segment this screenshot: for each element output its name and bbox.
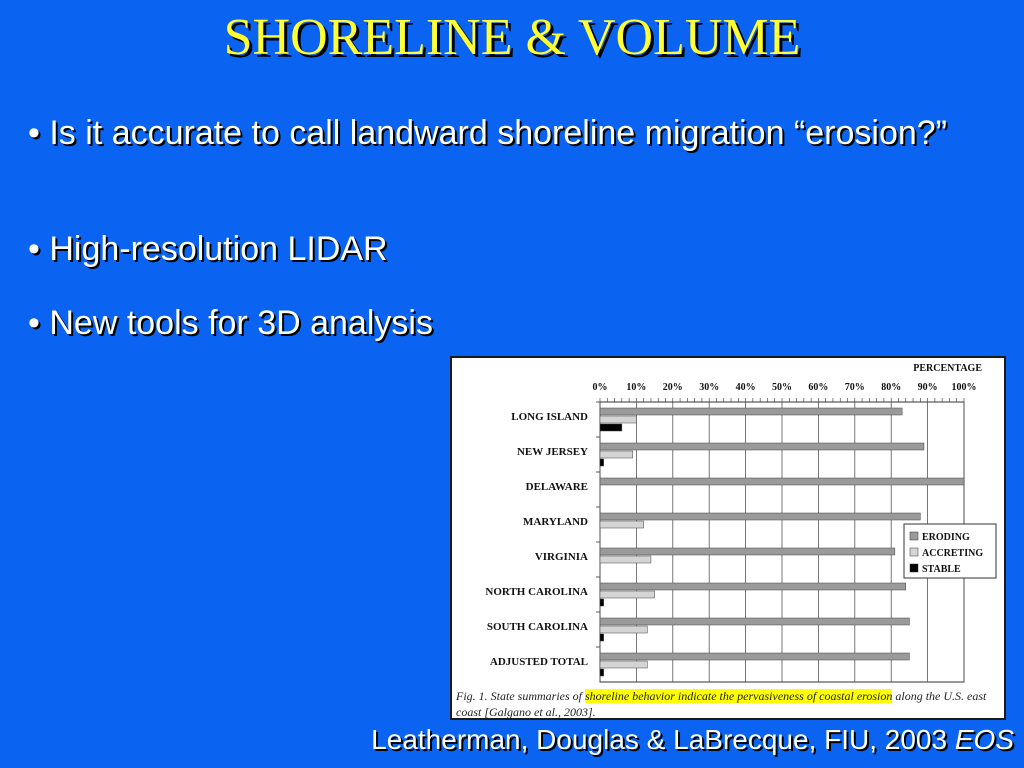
category-label: SOUTH CAROLINA	[486, 621, 588, 633]
legend-label: ACCRETING	[922, 548, 984, 559]
bar-accreting	[600, 521, 644, 528]
bar-accreting	[600, 626, 647, 633]
bar-stable	[600, 599, 604, 606]
bar-eroding	[600, 443, 924, 450]
tick-label: 30%	[699, 382, 720, 393]
shoreline-bar-chart	[452, 358, 1004, 686]
caption-prefix: Fig. 1. State summaries of	[456, 689, 585, 703]
bullet-lidar: • High-resolution LIDAR	[28, 230, 388, 268]
slide-title: SHORELINE & VOLUME	[223, 9, 801, 66]
bar-accreting	[600, 661, 647, 668]
tick-label: 10%	[626, 382, 647, 393]
bar-eroding	[600, 548, 895, 555]
category-label: VIRGINIA	[534, 551, 588, 563]
legend-swatch	[910, 548, 918, 556]
bar-eroding	[600, 478, 964, 485]
tick-label: 20%	[662, 382, 683, 393]
bar-stable	[600, 669, 604, 676]
category-label: ADJUSTED TOTAL	[489, 656, 588, 668]
bar-accreting	[600, 556, 651, 563]
bar-eroding	[600, 408, 902, 415]
category-label: LONG ISLAND	[511, 411, 588, 423]
category-label: NORTH CAROLINA	[485, 586, 588, 598]
tick-label: 100%	[951, 382, 977, 393]
bar-eroding	[600, 653, 909, 660]
tick-label: 60%	[808, 382, 829, 393]
category-label: MARYLAND	[523, 516, 588, 528]
tick-label: 80%	[881, 382, 902, 393]
bar-stable	[600, 634, 604, 641]
bar-eroding	[600, 513, 920, 520]
citation-authors: Leatherman, Douglas & LaBrecque, FIU, 2003	[371, 724, 955, 755]
caption-suffix: along the U.S. east coast [Galgano et al., 2003].	[456, 689, 987, 719]
legend-swatch	[910, 564, 918, 572]
bullet-3d-tools: • New tools for 3D analysis	[28, 304, 433, 342]
bar-accreting	[600, 591, 655, 598]
legend-label: ERODING	[922, 532, 970, 543]
bar-eroding	[600, 618, 909, 625]
bar-accreting	[600, 451, 633, 458]
tick-label: 0%	[592, 382, 608, 393]
caption-highlight: shoreline behavior indicate the pervasiveness of coastal erosion	[585, 689, 893, 703]
bar-stable	[600, 459, 604, 466]
axis-title: PERCENTAGE	[913, 363, 982, 374]
category-label: DELAWARE	[525, 481, 588, 493]
figure-panel	[450, 356, 1006, 720]
tick-label: 70%	[844, 382, 865, 393]
figure-caption	[456, 688, 1004, 720]
bar-eroding	[600, 583, 906, 590]
tick-label: 40%	[735, 382, 756, 393]
legend-swatch	[910, 532, 918, 540]
tick-label: 50%	[772, 382, 792, 393]
legend-label: STABLE	[922, 564, 961, 575]
category-label: NEW JERSEY	[516, 446, 588, 458]
citation-journal: EOS	[954, 724, 1014, 755]
tick-label: 90%	[917, 382, 938, 393]
citation	[371, 724, 1014, 756]
bar-accreting	[600, 416, 636, 423]
bar-stable	[600, 424, 622, 431]
bullet-accuracy: • Is it accurate to call landward shoreline migration “erosion?”	[28, 114, 947, 152]
